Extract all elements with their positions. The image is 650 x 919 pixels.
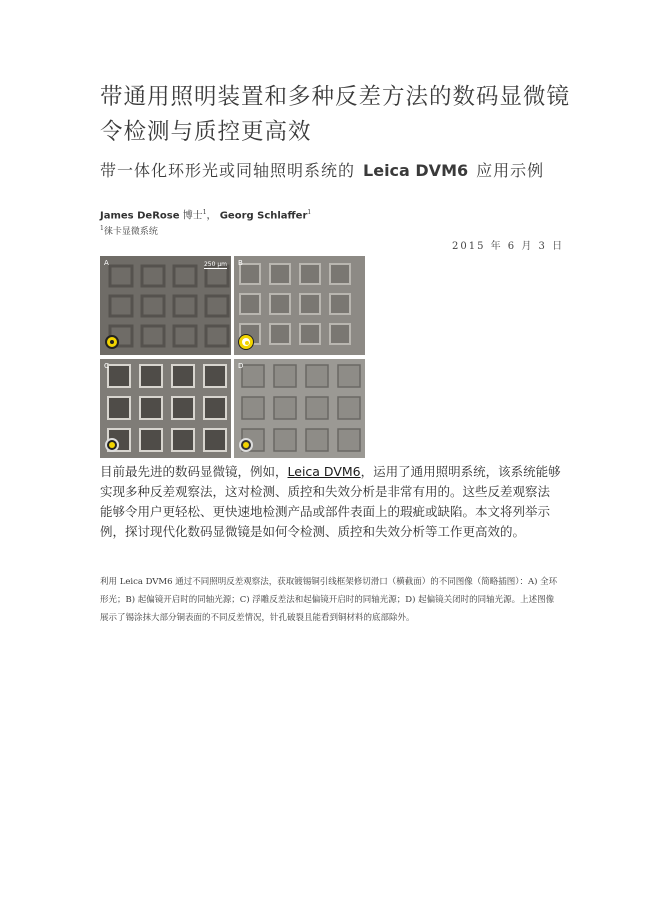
micrograph-panel-a <box>100 256 231 355</box>
subtitle <box>100 160 544 182</box>
affiliation-mark: 1 <box>100 225 104 232</box>
product-link[interactable]: Leica DVM6 <box>287 464 361 479</box>
micrograph-image-b <box>234 256 365 355</box>
ring-light-icon <box>105 335 119 349</box>
panel-label: B <box>238 259 243 267</box>
intro-paragraph <box>100 462 562 542</box>
page-title: 带通用照明装置和多种反差方法的数码显微镜令检测与质控更高效 <box>100 84 571 145</box>
affiliation <box>100 223 158 238</box>
coaxial-polarizer-off-icon <box>239 438 253 452</box>
author-name: James DeRose <box>100 210 180 222</box>
coaxial-light-icon <box>239 335 253 349</box>
figure-caption: 利用 Leica DVM6 通过不同照明反差观察法，获取镀锡铜引线框架修切滑口（横截面）的不同图像（简略插图）：A) 全环形光；B) 起偏镜开启时的同轴光源；C) 浮雕反差法和起偏镜开启时的同轴光源；D) 起偏镜关闭时的同轴光源。上述图像展示了锡涂抹大部分铜表面的不同反差情况，针孔破裂且能看到铜材料的底部除外。 <box>100 577 558 623</box>
micrograph-panel-c <box>100 359 231 458</box>
micrograph-image-c <box>100 359 231 458</box>
panel-label: C <box>104 362 109 370</box>
micrograph-image-a <box>100 256 231 355</box>
author-affiliation-mark: 1 <box>202 209 207 216</box>
panel-label: A <box>104 259 109 267</box>
publish-date: 2015 年 6 月 3 日 <box>452 241 565 252</box>
subtitle-suffix: 应用示例 <box>476 161 545 180</box>
author-title: 博士 <box>182 210 203 222</box>
author-line: James DeRose 博士$^1$， Georg Schlaffer$^1$ <box>100 209 312 222</box>
subtitle-text: 带一体化环形光或同轴照明系统的 <box>100 161 356 180</box>
micrograph-panel-d <box>234 359 365 458</box>
author-name: Georg Schlaffer <box>219 210 308 222</box>
scale-bar: 250 μm <box>203 261 227 268</box>
intro-text: 目前最先进的数码显微镜，例如， <box>100 464 288 479</box>
intro-text-cont: ，运用了通用照明系统，该系统能够实现多种反差观察法，这对检测、质控和失效分析是非常有用的。这些反差观察法能够令用户更轻松、更快速地检测产品或部件表面上的瑕疵或缺陷。本文将列举示例，探讨现代化数码显微镜是如何令检测、质控和失效分析等工作更高效的。 <box>100 464 561 539</box>
micrograph-figure <box>100 256 366 458</box>
panel-label: D <box>238 362 244 370</box>
micrograph-panel-b <box>234 256 365 355</box>
subtitle-brand: Leica DVM6 <box>363 161 469 180</box>
micrograph-image-d <box>234 359 365 458</box>
affiliation-text: 徕卡显微系统 <box>103 227 158 237</box>
author-affiliation-mark: 1 <box>307 209 312 216</box>
relief-contrast-icon <box>105 438 119 452</box>
